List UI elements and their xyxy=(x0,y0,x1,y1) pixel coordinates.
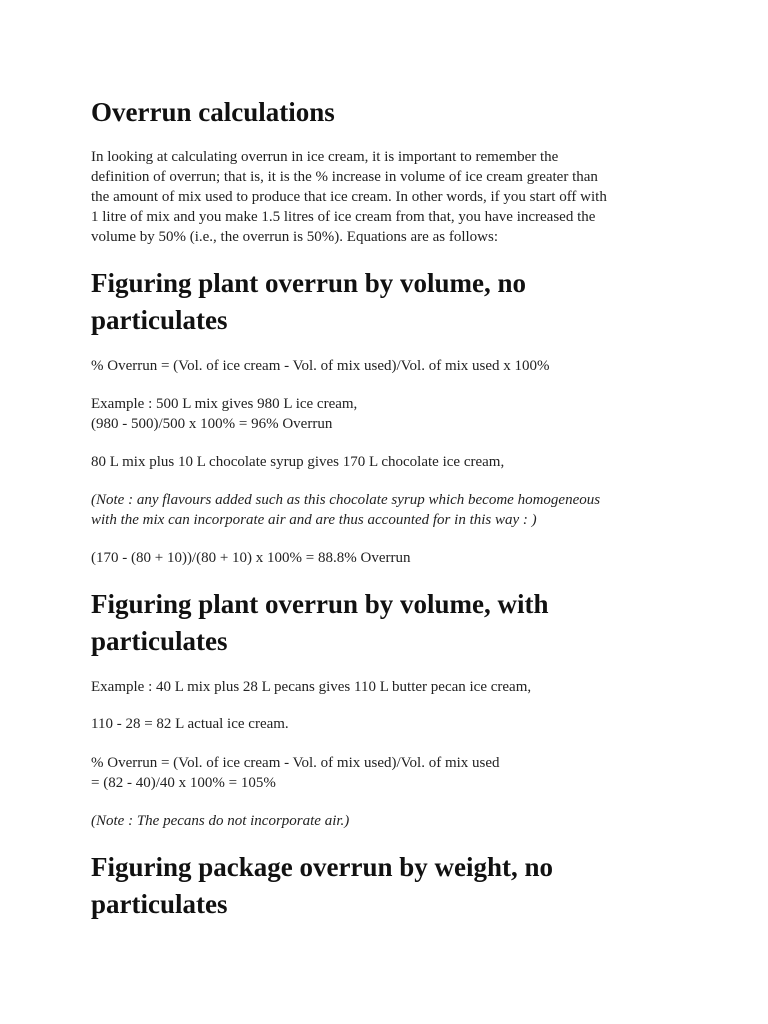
section2-formula xyxy=(91,753,500,793)
section2-example: Example : 40 L mix plus 28 L pecans gives 110 L butter pecan ice cream, xyxy=(91,679,532,695)
section1-example-line: (980 - 500)/500 x 100% = 96% Overrun xyxy=(91,416,333,432)
section2-actual: 110 - 28 = 82 L actual ice cream. xyxy=(91,716,289,732)
section2-note: (Note : The pecans do not incorporate air.) xyxy=(91,813,350,829)
section1-heading-line: particulates xyxy=(91,305,228,335)
section2-formula-line: % Overrun = (Vol. of ice cream - Vol. of mix used)/Vol. of mix used xyxy=(91,755,500,771)
section2-heading-line: particulates xyxy=(91,626,228,656)
section2-heading xyxy=(91,586,549,660)
section1-example xyxy=(91,394,357,434)
section1-example2: 80 L mix plus 10 L chocolate syrup gives 170 L chocolate ice cream, xyxy=(91,454,505,470)
intro-paragraph xyxy=(91,147,607,247)
section3-heading-line: Figuring package overrun by weight, no xyxy=(91,852,554,882)
section1-heading-line: Figuring plant overrun by volume, no xyxy=(91,268,527,298)
section1-note-line: with the mix can incorporate air and are thus accounted for in this way : ) xyxy=(91,512,537,528)
section2-heading-line: Figuring plant overrun by volume, with xyxy=(91,589,549,619)
intro-line: In looking at calculating overrun in ice cream, it is important to remember the xyxy=(91,149,559,165)
section1-note-line: (Note : any flavours added such as this chocolate syrup which become homogeneous xyxy=(91,492,601,508)
section3-heading xyxy=(91,849,553,923)
section1-result: (170 - (80 + 10))/(80 + 10) x 100% = 88.8% Overrun xyxy=(91,550,411,566)
section1-example-line: Example : 500 L mix gives 980 L ice cream, xyxy=(91,396,358,412)
section2-formula-line: = (82 - 40)/40 x 100% = 105% xyxy=(91,775,276,791)
intro-line: definition of overrun; that is, it is the % increase in volume of ice cream greater than xyxy=(91,169,598,185)
section1-note xyxy=(91,490,600,530)
section3-heading-line: particulates xyxy=(91,889,228,919)
section1-heading xyxy=(91,265,526,339)
section1-formula: % Overrun = (Vol. of ice cream - Vol. of mix used)/Vol. of mix used x 100% xyxy=(91,358,550,374)
intro-line: the amount of mix used to produce that ice cream. In other words, if you start off with xyxy=(91,189,607,205)
intro-line: 1 litre of mix and you make 1.5 litres of ice cream from that, you have increased the xyxy=(91,209,596,225)
page-title: Overrun calculations xyxy=(91,97,335,127)
intro-line: volume by 50% (i.e., the overrun is 50%). Equations are as follows: xyxy=(91,229,498,245)
